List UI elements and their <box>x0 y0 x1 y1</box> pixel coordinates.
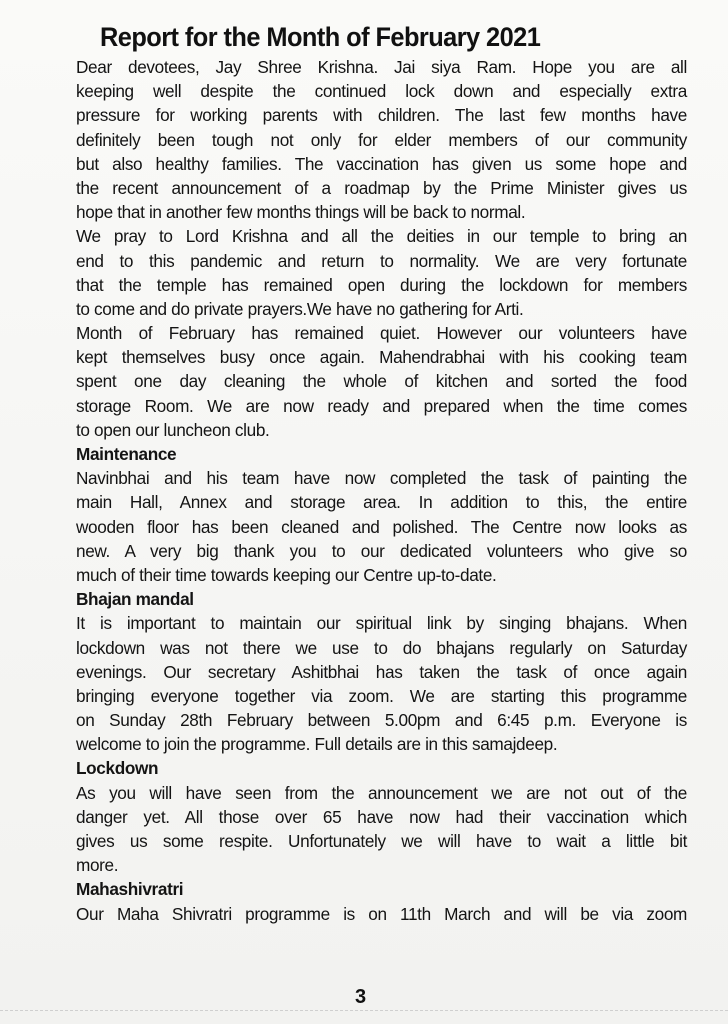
body-text-line: on Sunday 28th February between 5.00pm and 6:45 p.m. Everyone is <box>76 710 687 731</box>
body-text-line: the recent announcement of a roadmap by the Prime Minister gives us <box>76 177 687 198</box>
body-text-line: more. <box>76 855 119 876</box>
body-text-line: but also healthy families. The vaccination has given us some hope and <box>76 153 687 174</box>
page-title: Report for the Month of February 2021 <box>100 22 541 52</box>
body-text-line: welcome to join the programme. Full details are in this samajdeep. <box>76 734 558 755</box>
body-text-line: to come and do private prayers.We have no gathering for Arti. <box>76 298 524 319</box>
body-text-line: pressure for working parents with children. The last few months have <box>76 105 687 126</box>
body-text-line: hope that in another few months things will be back to normal. <box>76 202 526 223</box>
page-edge-divider <box>0 1010 728 1012</box>
body-text-line: As you will have seen from the announcement we are not out of the <box>76 782 687 803</box>
document-body <box>76 55 687 926</box>
body-text-line: It is important to maintain our spiritual link by singing bhajans. When <box>76 613 687 634</box>
body-text-line: end to this pandemic and return to normality. We are very fortunate <box>76 250 687 271</box>
body-text-line: kept themselves busy once again. Mahendrabhai with his cooking team <box>76 347 687 368</box>
page-number: 3 <box>355 986 367 1008</box>
section-heading: Lockdown <box>76 758 159 779</box>
body-text-line: gives us some respite. Unfortunately we will have to wait a little bit <box>76 831 687 851</box>
body-text-line: evenings. Our secretary Ashitbhai has taken the task of once again <box>76 661 687 682</box>
body-text-line: storage Room. We are now ready and prepared when the time comes <box>76 395 687 416</box>
body-text-line: definitely been tough not only for elder members of our community <box>76 129 687 150</box>
body-text-line: We pray to Lord Krishna and all the deities in our temple to bring an <box>76 226 687 247</box>
body-text-line: spent one day cleaning the whole of kitchen and sorted the food <box>76 371 687 392</box>
body-text-line: Month of February has remained quiet. However our volunteers have <box>76 323 687 344</box>
body-text-line: bringing everyone together via zoom. We are starting this programme <box>76 685 687 706</box>
section-heading: Bhajan mandal <box>76 589 194 610</box>
section-heading: Maintenance <box>76 444 177 464</box>
body-text-line: main Hall, Annex and storage area. In addition to this, the entire <box>76 492 687 513</box>
body-text-line: Dear devotees, Jay Shree Krishna. Jai siya Ram. Hope you are all <box>76 57 687 77</box>
body-text-line: much of their time towards keeping our Centre up-to-date. <box>76 564 497 585</box>
body-text-line: danger yet. All those over 65 have now had their vaccination which <box>76 806 687 827</box>
body-text-line: to open our luncheon club. <box>76 419 270 440</box>
body-text-line: Our Maha Shivratri programme is on 11th March and will be via zoom <box>76 903 687 924</box>
body-text-line: Navinbhai and his team have now completed the task of painting the <box>76 468 687 489</box>
body-text-line: keeping well despite the continued lock down and especially extra <box>76 81 687 102</box>
section-heading: Mahashivratri <box>76 879 184 900</box>
body-text-line: new. A very big thank you to our dedicated volunteers who give so <box>76 540 687 561</box>
body-text-line: wooden floor has been cleaned and polished. The Centre now looks as <box>76 516 687 537</box>
body-text-line: lockdown was not there we use to do bhajans regularly on Saturday <box>76 637 687 658</box>
body-text-line: that the temple has remained open during the lockdown for members <box>76 274 687 295</box>
